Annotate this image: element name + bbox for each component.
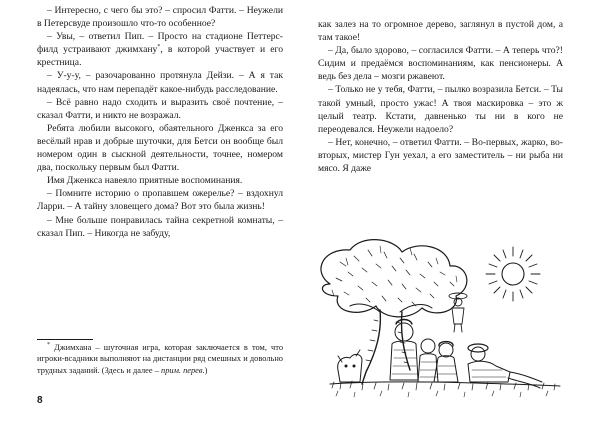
- paragraph: Ребята любили высокого, обаятельного Дженкса за его весёлый нрав и добрые шуточки, для Бетси он вообще был номером один в сыскной деятельности, точнее, номером два, поскольку первым был Фатти.: [37, 122, 283, 174]
- paragraph: – Интересно, с чего бы это? – спросил Фатти. – Неужели в Петерсвуде произошло что-то особенное?: [37, 5, 283, 30]
- paragraph: – Нет, конечно, – ответил Фатти. – Во-первых, жарко, во-вторых, мистер Гун уехал, а его заместитель – ни рыба ни мясо. Я даже: [318, 136, 563, 175]
- left-text-column: [37, 4, 283, 240]
- page-number: 8: [37, 395, 43, 406]
- paragraph: – У-у-у, – разочарованно протянула Дейзи. – А я так надеялась, что нам перепадёт какое-нибудь расследование.: [37, 70, 283, 95]
- paragraph: как залез на то огромное дерево, заглянул в пустой дом, а там такое!: [318, 19, 563, 44]
- children-group: [338, 320, 542, 389]
- paragraph: – Да, было здорово, – согласился Фатти. – А теперь что?! Сидим и предаёмся воспоминаниям, как пенсионеры. А ведь без дела – мозги ржавеют.: [318, 45, 563, 83]
- footnote-marker: *: [157, 44, 161, 51]
- footnote-divider: [37, 339, 93, 340]
- paragraph: – Помните историю о пропавшем ожерелье? – вздохнул Ларри. – А тайну зловещего дома? Вот это была жизнь!: [37, 188, 283, 213]
- illustration-children-under-tree: [310, 232, 580, 410]
- paragraph: – Только не у тебя, Фатти, – пылко возразила Бетси. – Ты такой умный, просто ужас! А твоя маскировка – это ж целый театр. Кстати, давненько ты ни в кого не переодевался. Неужели надоело?: [318, 84, 563, 135]
- paragraph: Имя Дженкса навеяло приятные воспоминания.: [47, 175, 243, 187]
- sun: [486, 247, 540, 301]
- child-in-background: [449, 293, 467, 332]
- footnote: * Джимхана – шуточная игра, которая заключается в том, что игроки-всадники выполняют на дистанции ряд смешных и довольно трудных заданий. (Здесь и далее – прим. перев.): [37, 342, 284, 375]
- paragraph: – Увы, – ответил Пип. – Просто на стадионе Петтерс-филд устраивают джимхану*, в которой участвует и его крестница.: [37, 31, 283, 69]
- tree-canopy: [321, 240, 467, 317]
- right-text-column: [318, 18, 563, 175]
- paragraph: – Всё равно надо сходить и выразить своё почтение, – сказал Фатти, и никто не возражал.: [37, 96, 283, 121]
- footnote-marker: *: [47, 342, 50, 349]
- paragraph: – Мне больше понравилась тайна секретной комнаты, – сказал Пип. – Никогда не забуду,: [37, 214, 283, 239]
